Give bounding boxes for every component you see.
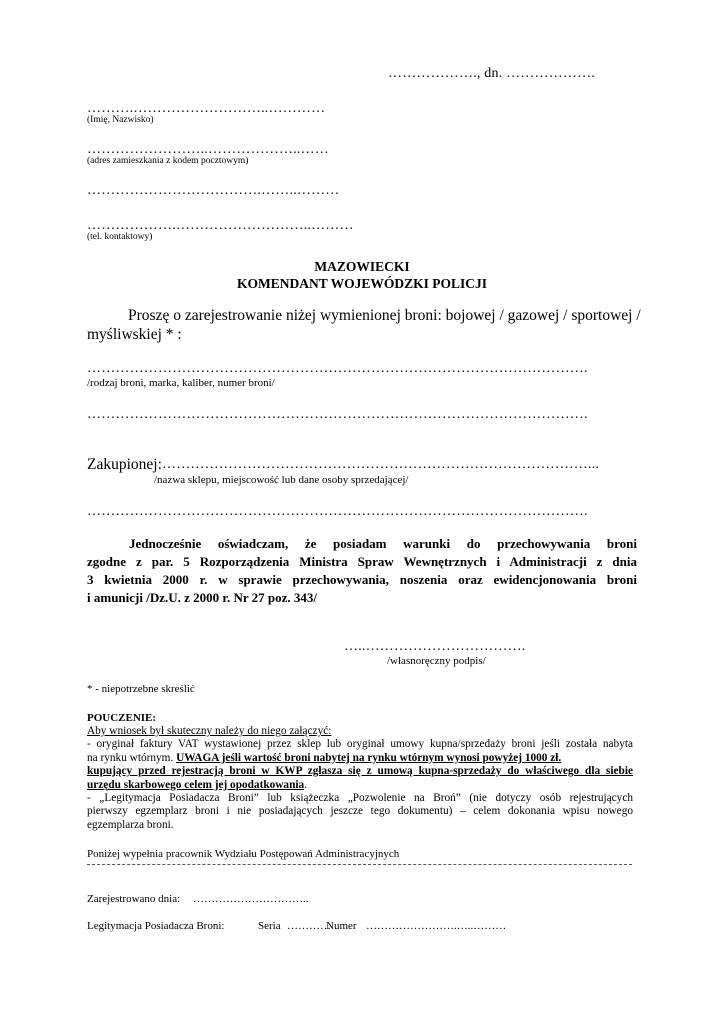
instruction-warning-line-3: urzędu skarbowego celem jej opodatkowania xyxy=(87,778,305,791)
address-caption: (adres zamieszkania z kodem pocztowym) xyxy=(87,156,249,166)
phone-field[interactable]: ……………….………………………..……… xyxy=(87,218,354,233)
address-field-1[interactable]: ……………………..………………..…… xyxy=(87,142,329,157)
instruction-warning-line-2: kupujący przed rejestracją broni w KWP zgłasza się z umową kupna-sprzedaży do właściwego dla siebie xyxy=(87,765,633,778)
registered-date-field[interactable]: ………………………….. xyxy=(193,893,309,905)
series-label: Seria xyxy=(258,920,281,932)
signature-field[interactable]: …..……………………………. xyxy=(344,639,526,654)
request-text-line-2: myśliwskiej * : xyxy=(87,326,182,343)
signature-caption: /własnoręczny podpis/ xyxy=(387,655,486,667)
instruction-item1-line1: - oryginał faktury VAT wystawionej przez sklep lub oryginał umowy kupna/sprzedaży broni jeśli została nabyta xyxy=(87,738,633,751)
instruction-item2-line2: pierwszy egzemplarz broni i nie posiadających jeszcze tego dokumentu) – celem dokonania wpisu nowego xyxy=(87,805,633,818)
instruction-item2-line3: egzemplarza broni. xyxy=(87,818,174,831)
purchased-label: Zakupionej: xyxy=(87,456,162,473)
recipient-line-2: KOMENDANT WOJEWÓDZKI POLICJI xyxy=(236,276,488,291)
instruction-item1-line4 xyxy=(87,779,633,792)
instruction-item1-end: . xyxy=(304,778,307,791)
number-label: Numer xyxy=(326,920,357,932)
registered-label: Zarejestrowano dnia: xyxy=(87,893,181,905)
instruction-title: POUCZENIE: xyxy=(87,712,157,724)
recipient-line-1: MAZOWIECKI xyxy=(314,259,410,274)
instruction-warning: UWAGA jeśli wartość broni nabytej na rynku wtórnym wynosi powyżej 1000 zł. xyxy=(176,751,562,764)
instruction-item2-line1: - „Legitymacja Posiadacza Broni” lub książeczka „Pozwolenie na Broń” (nie dotyczy osób rejestrujących xyxy=(87,792,633,805)
declaration-line-3: 3 kwietnia 2000 r. w sprawie przechowywania, noszenia oraz ewidencjonowania broni xyxy=(87,572,637,587)
declaration-line-4: i amunicji /Dz.U. z 2000 r. Nr 27 poz. 343/ xyxy=(87,590,318,605)
purchased-caption: /nazwa sklepu, miejscowość lub dane osoby sprzedającej/ xyxy=(154,474,409,486)
office-note: Poniżej wypełnia pracownik Wydziału Postępowań Administracyjnych xyxy=(87,848,400,860)
declaration xyxy=(87,535,637,607)
instruction-body xyxy=(87,725,633,832)
purchased-field[interactable]: ………………………………………………………………………………... xyxy=(162,457,600,472)
weapon-field-2[interactable]: ……………………………………………………………………………………………. xyxy=(87,407,588,422)
phone-caption: (tel. kontaktowy) xyxy=(87,232,153,242)
instruction-item1-line2-plain: na rynku wtórnym. xyxy=(87,751,177,764)
instruction-intro: Aby wniosek był skuteczny należy do niego załączyć: xyxy=(87,725,332,737)
declaration-line-2: zgodne z par. 5 Rozporządzenia Ministra Spraw Wewnętrznych i Administracji z dnia xyxy=(87,554,637,569)
date-field[interactable]: ………………., dn. ………………. xyxy=(388,66,595,81)
divider xyxy=(87,864,632,865)
name-caption: (Imię, Nazwisko) xyxy=(87,115,154,125)
weapon-field[interactable]: ……………………………………………………………………………………………. xyxy=(87,361,588,376)
series-field[interactable]: ………… xyxy=(287,920,331,932)
declaration-line-1: Jednocześnie oświadczam, że posiadam warunki do przechowywania broni xyxy=(129,536,637,551)
address-field-2[interactable]: ……………………………….……..……… xyxy=(87,183,340,198)
purchased-field-2[interactable]: ……………………………………………………………………………………………. xyxy=(87,504,588,519)
license-label: Legitymacja Posiadacza Broni: xyxy=(87,920,225,932)
number-field[interactable]: …………………….…..……… xyxy=(366,920,507,932)
name-field[interactable]: ……….………………………..………… xyxy=(87,101,326,116)
weapon-caption: /rodzaj broni, marka, kaliber, numer broni/ xyxy=(87,377,275,389)
instruction-item1-line2 xyxy=(87,752,633,765)
footnote: * - niepotrzebne skreślić xyxy=(87,683,195,695)
request-text-line-1: Proszę o zarejestrowanie niżej wymienionej broni: bojowej / gazowej / sportowej / xyxy=(128,307,641,324)
